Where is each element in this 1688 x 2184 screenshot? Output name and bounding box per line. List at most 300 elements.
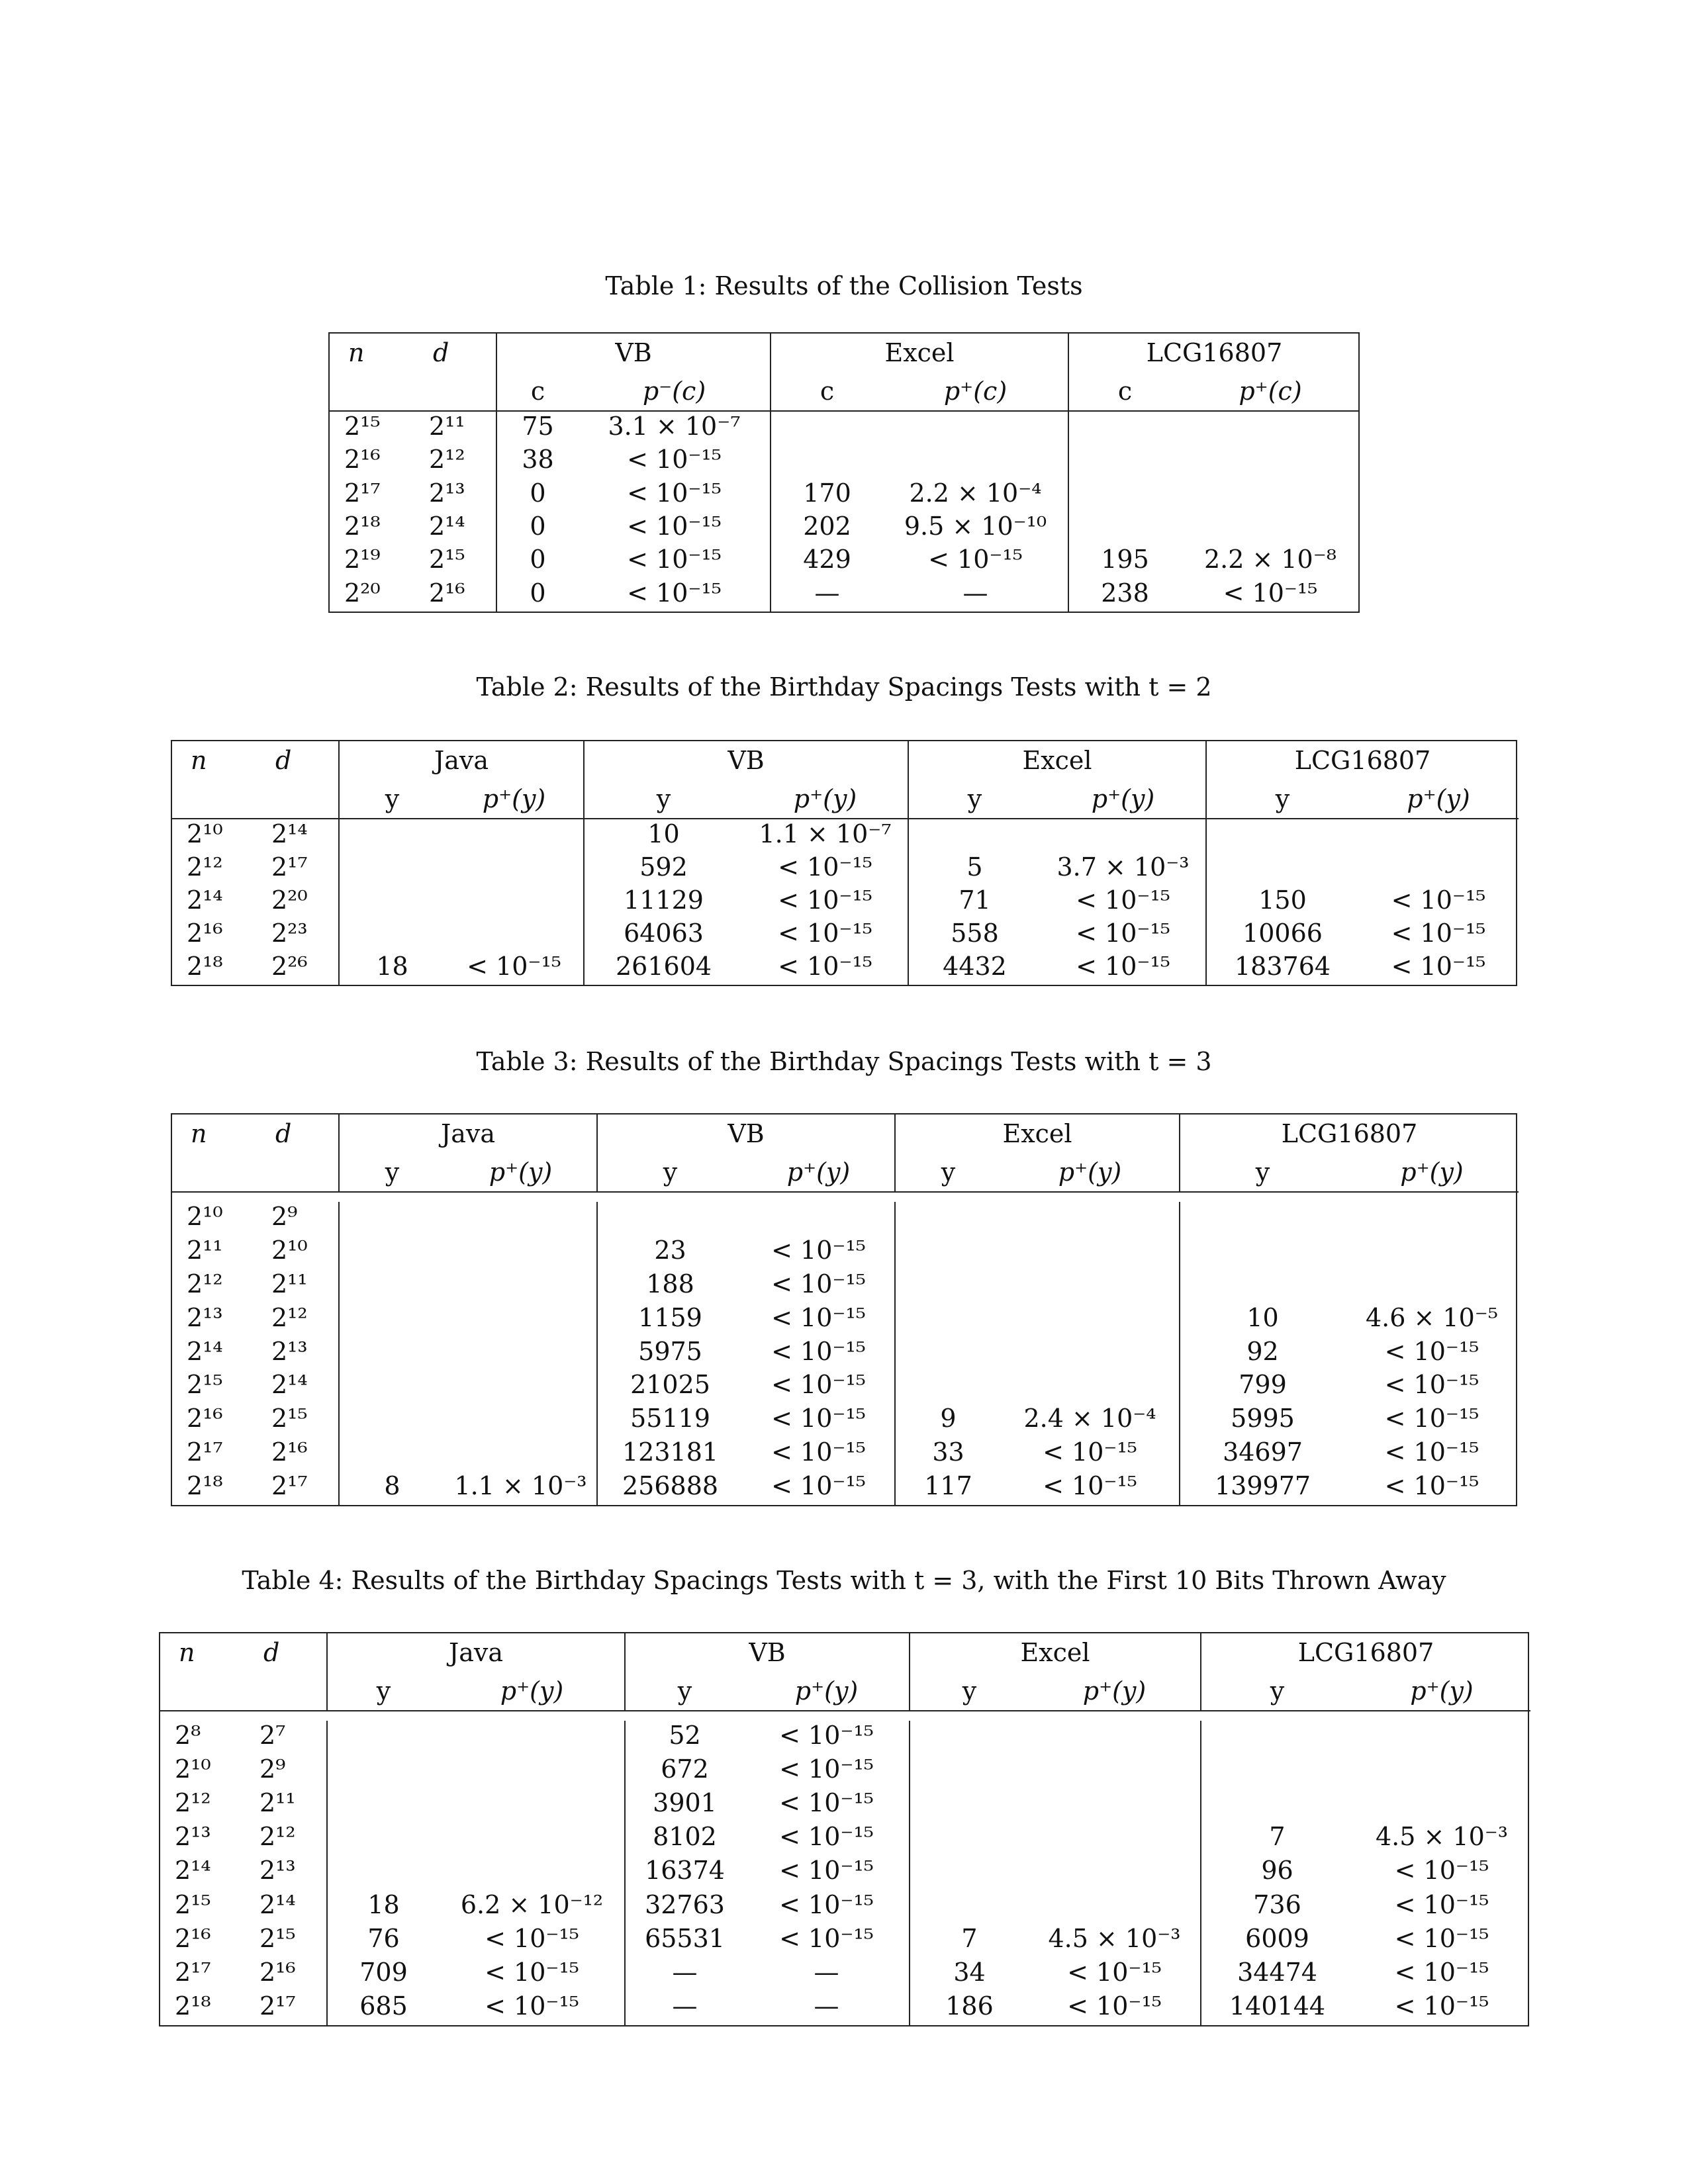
- table-cell: [440, 1721, 625, 1754]
- table-cell: 6009: [1201, 1924, 1353, 1958]
- table-cell: [445, 886, 584, 919]
- table-cell: < 10⁻¹⁵: [1076, 919, 1170, 948]
- table-cell: 256888: [597, 1471, 743, 1505]
- row-n-value: 2¹²: [175, 1788, 211, 1818]
- table1-caption: Table 1: Results of the Collision Tests: [605, 271, 1083, 300]
- table-cell: [339, 1370, 445, 1404]
- table4-group-lcg16807: LCG16807: [1201, 1633, 1530, 1672]
- row-d-value: 2¹³: [271, 1336, 308, 1366]
- table-cell: [445, 919, 584, 952]
- table-cell: 21025: [597, 1370, 743, 1404]
- table-cell: [1353, 1721, 1530, 1754]
- table-cell: < 10⁻¹⁵: [1394, 1889, 1489, 1919]
- table-cell: 9.5 × 10⁻¹⁰: [904, 512, 1047, 541]
- table-cell: [339, 852, 445, 886]
- table1-group-excel: Excel: [771, 334, 1068, 372]
- table-row: [330, 478, 1360, 512]
- table-row: [172, 919, 1519, 952]
- table2-col-n: n: [191, 746, 207, 775]
- row-n-value: 2¹⁶: [344, 445, 381, 475]
- table-cell: < 10⁻¹⁵: [1076, 886, 1170, 915]
- table-cell: [743, 1202, 895, 1236]
- row-n-value: 2¹⁸: [344, 512, 381, 541]
- row-n-value: 2¹²: [187, 1269, 223, 1298]
- row-d-value: 2¹²: [271, 1302, 308, 1332]
- table-cell: 52: [625, 1721, 744, 1754]
- table-cell: < 10⁻¹⁵: [1043, 1471, 1137, 1500]
- table1-group-vb: VB: [496, 334, 771, 372]
- table-row: [172, 1471, 1519, 1505]
- table2-sub-header: y: [1206, 780, 1358, 819]
- table-cell: [445, 819, 584, 852]
- table3-col-n: n: [191, 1119, 207, 1148]
- table-cell: < 10⁻¹⁵: [771, 1404, 866, 1433]
- table-cell: 429: [771, 545, 883, 578]
- table-cell: [910, 1788, 1029, 1822]
- table-cell: [1001, 1337, 1180, 1371]
- table-cell: 3.7 × 10⁻³: [1056, 852, 1190, 882]
- table-cell: < 10⁻¹⁵: [1384, 1404, 1479, 1433]
- table-cell: < 10⁻¹⁵: [771, 1302, 866, 1332]
- table-cell: < 10⁻¹⁵: [485, 1923, 579, 1953]
- row-d-value: 2¹²: [259, 1822, 296, 1852]
- table-cell: [1201, 1754, 1353, 1788]
- table3-sub-header: p⁺(y): [743, 1153, 895, 1192]
- row-d-value: 2¹⁵: [429, 545, 465, 574]
- row-d-value: 2²³: [271, 919, 308, 948]
- table-cell: [1181, 445, 1360, 478]
- table-cell: [1041, 819, 1206, 852]
- table1-group-lcg16807: LCG16807: [1068, 334, 1360, 372]
- table-cell: —: [814, 1991, 839, 2021]
- table-cell: [339, 1236, 445, 1269]
- table3-group-lcg16807: LCG16807: [1180, 1115, 1519, 1153]
- table-cell: [1201, 1788, 1353, 1822]
- row-n-value: 2¹⁶: [187, 1404, 223, 1433]
- table-cell: [440, 1788, 625, 1822]
- table-cell: < 10⁻¹⁵: [1384, 1336, 1479, 1366]
- table4-col-d: d: [263, 1638, 280, 1667]
- table-row: [172, 952, 1519, 985]
- table2-sub-header: y: [584, 780, 743, 819]
- table-row: [172, 852, 1519, 886]
- table-cell: [1029, 1890, 1201, 1924]
- table-cell: 1.1 × 10⁻⁷: [759, 819, 892, 848]
- row-n-value: 2¹³: [187, 1302, 223, 1332]
- table-cell: 0: [496, 578, 579, 612]
- table3: [171, 1113, 1517, 1506]
- table-cell: < 10⁻¹⁵: [1043, 1437, 1137, 1467]
- table-cell: 188: [597, 1269, 743, 1303]
- table-cell: [339, 1437, 445, 1471]
- table-cell: 4.5 × 10⁻³: [1048, 1923, 1181, 1953]
- table4-sub-header: p⁺(y): [1029, 1672, 1201, 1711]
- table-cell: 9: [895, 1404, 1001, 1437]
- table-cell: 65531: [625, 1924, 744, 1958]
- table-cell: [1001, 1269, 1180, 1303]
- table-cell: [440, 1754, 625, 1788]
- table-cell: < 10⁻¹⁵: [627, 445, 722, 475]
- table-cell: [910, 1890, 1029, 1924]
- row-n-value: 2¹⁵: [175, 1889, 211, 1919]
- table-cell: [445, 1303, 597, 1337]
- table-cell: [445, 852, 584, 886]
- table-cell: [910, 1721, 1029, 1754]
- table-cell: [339, 1337, 445, 1371]
- row-n-value: 2¹⁶: [175, 1923, 211, 1953]
- table-cell: 7: [910, 1924, 1029, 1958]
- table-row: [172, 1337, 1519, 1371]
- table-cell: < 10⁻¹⁵: [1384, 1471, 1479, 1500]
- table-cell: 0: [496, 478, 579, 512]
- table-row: [160, 1788, 1530, 1822]
- table2-sub-header: p⁺(y): [1358, 780, 1519, 819]
- table-cell: < 10⁻¹⁵: [1391, 886, 1486, 915]
- table2-sub-header: y: [339, 780, 445, 819]
- table-cell: 75: [496, 411, 579, 445]
- table2-col-d: d: [275, 746, 292, 775]
- table-row: [330, 578, 1360, 612]
- table-cell: [1206, 852, 1358, 886]
- row-n-value: 2¹⁴: [175, 1856, 211, 1886]
- table-row: [330, 411, 1360, 445]
- table-cell: [1181, 411, 1360, 445]
- table-cell: [339, 1303, 445, 1337]
- table-cell: < 10⁻¹⁵: [771, 1235, 866, 1265]
- row-d-value: 2¹⁴: [259, 1889, 296, 1919]
- table-cell: < 10⁻¹⁵: [779, 1889, 874, 1919]
- table-cell: [771, 445, 883, 478]
- table-cell: 5: [908, 852, 1041, 886]
- row-d-value: 2¹⁵: [271, 1404, 308, 1433]
- table-cell: < 10⁻¹⁵: [771, 1269, 866, 1298]
- table-cell: [1001, 1303, 1180, 1337]
- table-cell: 96: [1201, 1856, 1353, 1889]
- table-cell: [1180, 1202, 1345, 1236]
- table2: [171, 740, 1517, 986]
- table-cell: < 10⁻¹⁵: [778, 952, 872, 981]
- table-cell: < 10⁻¹⁵: [779, 1788, 874, 1818]
- table-cell: —: [962, 578, 988, 608]
- table-cell: 18: [339, 952, 445, 985]
- row-n-value: 2¹⁴: [187, 1336, 223, 1366]
- table-cell: 4.6 × 10⁻⁵: [1365, 1302, 1499, 1332]
- table-row: [160, 1924, 1530, 1958]
- table-cell: [1068, 445, 1181, 478]
- table-cell: < 10⁻¹⁵: [1223, 578, 1318, 608]
- table1-sub-header: c: [496, 372, 579, 411]
- table-cell: 3.1 × 10⁻⁷: [608, 412, 741, 441]
- table-cell: 10: [584, 819, 743, 852]
- table3-sub-header: y: [597, 1153, 743, 1192]
- table-cell: 150: [1206, 886, 1358, 919]
- table-cell: 8102: [625, 1822, 744, 1856]
- table-cell: 16374: [625, 1856, 744, 1889]
- table-cell: 5995: [1180, 1404, 1345, 1437]
- table2-sub-header: p⁺(y): [1041, 780, 1206, 819]
- table-cell: < 10⁻¹⁵: [778, 919, 872, 948]
- table-cell: < 10⁻¹⁵: [778, 852, 872, 882]
- table-cell: < 10⁻¹⁵: [1394, 1856, 1489, 1886]
- table-cell: < 10⁻¹⁵: [1394, 1991, 1489, 2021]
- table-cell: 0: [496, 545, 579, 578]
- table-row: [160, 1721, 1530, 1754]
- table-cell: < 10⁻¹⁵: [485, 1957, 579, 1987]
- table-cell: [1068, 512, 1181, 545]
- table-row: [330, 445, 1360, 478]
- table-cell: 34474: [1201, 1958, 1353, 1991]
- table-cell: 261604: [584, 952, 743, 985]
- table-cell: [445, 1202, 597, 1236]
- table-cell: 139977: [1180, 1471, 1345, 1505]
- row-d-value: 2¹¹: [259, 1788, 296, 1818]
- table3-sub-header: p⁺(y): [445, 1153, 597, 1192]
- table-cell: [1358, 852, 1519, 886]
- table4-grid: [160, 1633, 1530, 2025]
- table-cell: 38: [496, 445, 579, 478]
- table-cell: 10: [1180, 1303, 1345, 1337]
- table-row: [172, 886, 1519, 919]
- table4-col-n: n: [179, 1638, 195, 1667]
- table-row: [172, 1370, 1519, 1404]
- row-d-value: 2¹⁴: [271, 1370, 308, 1400]
- table3-group-java: Java: [339, 1115, 597, 1153]
- row-n-value: 2⁸: [175, 1721, 201, 1750]
- table2-sub-header: y: [908, 780, 1041, 819]
- table2-caption: Table 2: Results of the Birthday Spacings Tests with t = 2: [476, 672, 1212, 702]
- table-cell: [445, 1337, 597, 1371]
- table-cell: [1029, 1721, 1201, 1754]
- table2-sub-header: p⁺(y): [743, 780, 908, 819]
- table1-sub-header: p⁺(c): [1181, 372, 1360, 411]
- row-n-value: 2¹⁷: [175, 1957, 211, 1987]
- table-cell: 10066: [1206, 919, 1358, 952]
- table-row: [160, 1890, 1530, 1924]
- table-cell: 672: [625, 1754, 744, 1788]
- table-cell: < 10⁻¹⁵: [467, 952, 561, 981]
- table-cell: [1345, 1202, 1519, 1236]
- table-cell: [1068, 411, 1181, 445]
- table3-caption: Table 3: Results of the Birthday Spacings Tests with t = 3: [476, 1047, 1212, 1076]
- table-cell: < 10⁻¹⁵: [779, 1822, 874, 1852]
- table-cell: [1201, 1721, 1353, 1754]
- table-cell: —: [625, 1991, 744, 2025]
- table-cell: < 10⁻¹⁵: [1394, 1957, 1489, 1987]
- row-d-value: 2¹⁴: [271, 819, 308, 848]
- table-cell: [910, 1822, 1029, 1856]
- table-cell: [771, 411, 883, 445]
- table-cell: 202: [771, 512, 883, 545]
- table-cell: [910, 1856, 1029, 1889]
- table-row: [160, 1958, 1530, 1991]
- table-cell: < 10⁻¹⁵: [771, 1336, 866, 1366]
- table-cell: —: [771, 578, 883, 612]
- table-cell: 685: [327, 1991, 440, 2025]
- table2-group-excel: Excel: [908, 741, 1206, 780]
- row-d-value: 2¹⁶: [259, 1957, 296, 1987]
- table-row: [172, 1303, 1519, 1337]
- row-d-value: 2¹⁷: [259, 1991, 296, 2021]
- table3-group-vb: VB: [597, 1115, 895, 1153]
- row-d-value: 2¹⁷: [271, 1471, 308, 1500]
- table-row: [172, 1202, 1519, 1236]
- row-d-value: 2⁹: [271, 1202, 298, 1231]
- table2-group-lcg16807: LCG16807: [1206, 741, 1519, 780]
- table-cell: [1029, 1822, 1201, 1856]
- table4-group-vb: VB: [625, 1633, 910, 1672]
- table-cell: [445, 1370, 597, 1404]
- table-cell: [883, 445, 1068, 478]
- table3-sub-header: y: [1180, 1153, 1345, 1192]
- table-cell: < 10⁻¹⁵: [1067, 1957, 1162, 1987]
- table-cell: 34697: [1180, 1437, 1345, 1471]
- table-cell: [445, 1269, 597, 1303]
- row-n-value: 2¹⁰: [187, 1202, 223, 1231]
- row-d-value: 2¹³: [259, 1856, 296, 1886]
- table-cell: < 10⁻¹⁵: [1384, 1370, 1479, 1400]
- table-cell: [910, 1754, 1029, 1788]
- table-cell: [1180, 1236, 1345, 1269]
- row-d-value: 2¹¹: [271, 1269, 308, 1298]
- table-cell: 18: [327, 1890, 440, 1924]
- table-cell: 117: [895, 1471, 1001, 1505]
- table4-sub-header: y: [1201, 1672, 1353, 1711]
- table2-sub-header: p⁺(y): [445, 780, 584, 819]
- table-cell: < 10⁻¹⁵: [771, 1471, 866, 1500]
- table1-sub-header: c: [1068, 372, 1181, 411]
- table-cell: [339, 819, 445, 852]
- row-d-value: 2²⁶: [271, 952, 308, 981]
- row-n-value: 2¹⁴: [187, 886, 223, 915]
- table-cell: [1068, 478, 1181, 512]
- table-cell: 92: [1180, 1337, 1345, 1371]
- table-cell: 55119: [597, 1404, 743, 1437]
- table-cell: [908, 819, 1041, 852]
- table-cell: 238: [1068, 578, 1181, 612]
- table2-body: [172, 819, 1519, 985]
- table-cell: < 10⁻¹⁵: [1067, 1991, 1162, 2021]
- table-row: [172, 1437, 1519, 1471]
- table2-group-vb: VB: [584, 741, 908, 780]
- table-cell: 140144: [1201, 1991, 1353, 2025]
- row-d-value: 2²⁰: [271, 886, 308, 915]
- table-cell: [339, 1269, 445, 1303]
- table-cell: —: [814, 1957, 839, 1987]
- table-cell: 2.2 × 10⁻⁸: [1203, 545, 1337, 574]
- table-cell: < 10⁻¹⁵: [627, 578, 722, 608]
- row-n-value: 2¹⁷: [187, 1437, 223, 1467]
- table4-group-java: Java: [327, 1633, 625, 1672]
- table-row: [172, 819, 1519, 852]
- table-cell: 33: [895, 1437, 1001, 1471]
- row-d-value: 2⁷: [259, 1721, 286, 1750]
- table-cell: [327, 1721, 440, 1754]
- table-row: [172, 1236, 1519, 1269]
- table-cell: 2.4 × 10⁻⁴: [1023, 1404, 1156, 1433]
- row-d-value: 2¹¹: [429, 412, 465, 441]
- table-cell: 2.2 × 10⁻⁴: [909, 478, 1042, 508]
- table-cell: < 10⁻¹⁵: [779, 1856, 874, 1886]
- table-cell: 736: [1201, 1890, 1353, 1924]
- row-d-value: 2¹⁶: [271, 1437, 308, 1467]
- table-cell: [1358, 819, 1519, 852]
- table-cell: < 10⁻¹⁵: [1384, 1437, 1479, 1467]
- table4-sub-header: y: [625, 1672, 744, 1711]
- row-n-value: 2¹⁰: [175, 1754, 211, 1784]
- table-cell: [1206, 819, 1358, 852]
- table-cell: 23: [597, 1236, 743, 1269]
- row-d-value: 2⁹: [259, 1754, 286, 1784]
- table4-body: [160, 1711, 1530, 2025]
- table4: [159, 1632, 1529, 2026]
- table4-caption: Table 4: Results of the Birthday Spacings Tests with t = 3, with the First 10 Bits Thrown Away: [242, 1566, 1446, 1595]
- table-row: [172, 1404, 1519, 1437]
- table-cell: < 10⁻¹⁵: [771, 1370, 866, 1400]
- table-row: [160, 1991, 1530, 2025]
- table-row: [172, 1269, 1519, 1303]
- table-cell: [1180, 1269, 1345, 1303]
- table-cell: [445, 1404, 597, 1437]
- table-cell: 4432: [908, 952, 1041, 985]
- table-cell: 0: [496, 512, 579, 545]
- table3-body: [172, 1192, 1519, 1505]
- table4-sub-header: p⁺(y): [440, 1672, 625, 1711]
- table-cell: [339, 1202, 445, 1236]
- table-cell: 195: [1068, 545, 1181, 578]
- row-d-value: 2¹⁴: [429, 512, 465, 541]
- table-cell: [327, 1822, 440, 1856]
- table-cell: < 10⁻¹⁵: [627, 478, 722, 508]
- table4-sub-header: p⁺(y): [744, 1672, 910, 1711]
- table-cell: 1.1 × 10⁻³: [454, 1471, 587, 1500]
- table-cell: 799: [1180, 1370, 1345, 1404]
- table-cell: 34: [910, 1958, 1029, 1991]
- table-cell: [895, 1236, 1001, 1269]
- table-cell: 8: [339, 1471, 445, 1505]
- table2-group-java: Java: [339, 741, 584, 780]
- table-cell: < 10⁻¹⁵: [779, 1754, 874, 1784]
- table-cell: [1001, 1370, 1180, 1404]
- table4-sub-header: y: [910, 1672, 1029, 1711]
- table-cell: < 10⁻¹⁵: [928, 545, 1023, 574]
- table-row: [330, 512, 1360, 545]
- table-cell: < 10⁻¹⁵: [485, 1991, 579, 2021]
- table-cell: 558: [908, 919, 1041, 952]
- table-cell: [883, 411, 1068, 445]
- table-cell: 592: [584, 852, 743, 886]
- row-n-value: 2¹⁹: [344, 545, 381, 574]
- table-cell: [1029, 1788, 1201, 1822]
- table-row: [160, 1754, 1530, 1788]
- table-cell: 709: [327, 1958, 440, 1991]
- table-cell: [895, 1337, 1001, 1371]
- table-cell: 3901: [625, 1788, 744, 1822]
- table-cell: —: [625, 1958, 744, 1991]
- table-cell: [445, 1437, 597, 1471]
- table3-group-excel: Excel: [895, 1115, 1180, 1153]
- row-d-value: 2¹⁷: [271, 852, 308, 882]
- table-cell: < 10⁻¹⁵: [627, 545, 722, 574]
- row-n-value: 2¹⁷: [344, 478, 381, 508]
- table4-sub-header: y: [327, 1672, 440, 1711]
- table-cell: [1001, 1236, 1180, 1269]
- table-cell: < 10⁻¹⁵: [779, 1721, 874, 1750]
- table-cell: 4.5 × 10⁻³: [1375, 1822, 1509, 1852]
- table-cell: [1029, 1856, 1201, 1889]
- table-cell: [1181, 478, 1360, 512]
- table-cell: [1345, 1236, 1519, 1269]
- table-cell: < 10⁻¹⁵: [627, 512, 722, 541]
